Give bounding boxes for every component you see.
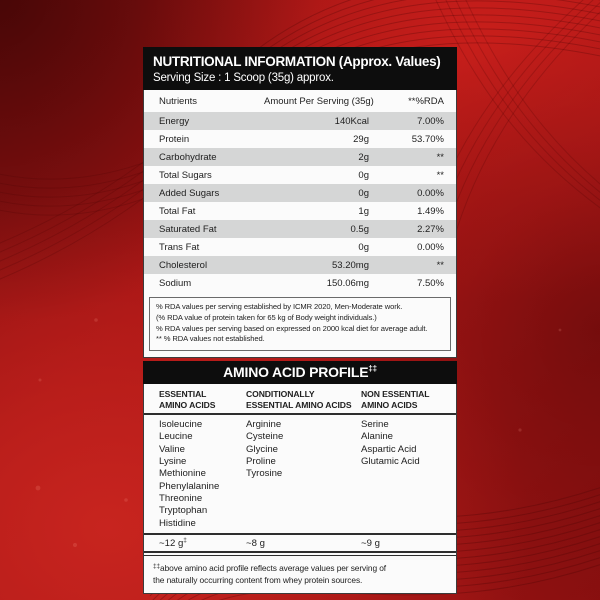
amino-profile-header xyxy=(143,361,457,384)
footnote-line: % RDA values per serving based on expressed on 2000 kcal diet for average adult. xyxy=(156,323,428,333)
amino-totals-row xyxy=(144,533,456,553)
nutrition-table-header xyxy=(144,90,456,112)
amino-col-nonessential-header: NON ESSENTIAL AMINO ACIDS xyxy=(361,389,430,410)
column-header-rda: **%RDA xyxy=(408,95,444,107)
nutrition-table xyxy=(143,90,457,358)
amino-col-nonessential xyxy=(361,419,456,530)
table-row: Trans Fat 0g 0.00% xyxy=(159,241,444,253)
amino-col-essential xyxy=(144,419,246,530)
amino-acid-item: Histidine xyxy=(159,517,196,529)
table-row: Protein 29g 53.70% xyxy=(159,133,444,145)
amino-acid-item: Proline xyxy=(246,456,276,468)
table-row: Sodium 150.06mg 7.50% xyxy=(159,277,444,289)
amino-total-conditional: ~8 g xyxy=(246,537,265,549)
amino-col-conditional xyxy=(246,419,361,530)
footnote-line: % RDA values per serving established by ICMR 2020, Men-Moderate work. xyxy=(156,302,403,311)
amino-acid-item: Glutamic Acid xyxy=(361,456,420,468)
amino-acid-item: Tryptophan xyxy=(159,505,208,517)
amino-profile-panel xyxy=(143,384,457,594)
amino-col-essential-header: ESSENTIAL AMINO ACIDS xyxy=(159,389,216,410)
amino-col-conditional-header: CONDITIONALLY ESSENTIAL AMINO ACIDS xyxy=(246,389,352,410)
rda-footnotes xyxy=(149,297,451,351)
amino-title-mark: ‡‡ xyxy=(368,364,377,374)
serving-size: Serving Size : 1 Scoop (35g) approx. xyxy=(153,72,334,84)
amino-total-mark: ‡ xyxy=(183,536,187,544)
column-header-nutrients: Nutrients xyxy=(159,95,198,107)
nutrition-header xyxy=(143,47,457,90)
amino-acid-item: Alanine xyxy=(361,431,394,443)
amino-acid-item: Tyrosine xyxy=(246,468,283,480)
table-row: Energy 140Kcal 7.00% xyxy=(144,112,456,130)
table-row: Total Sugars 0g ** xyxy=(159,169,444,181)
amino-acid-item: Lysine xyxy=(159,456,187,468)
amino-acid-item: Isoleucine xyxy=(159,419,203,431)
table-row: Cholesterol 53.20mg ** xyxy=(144,256,456,274)
amino-acid-item: Leucine xyxy=(159,431,193,443)
amino-acid-item: Phenylalanine xyxy=(159,480,220,492)
table-row: Saturated Fat 0.5g 2.27% xyxy=(144,220,456,238)
footnote-line: ** % RDA values not established. xyxy=(156,334,265,344)
amino-acid-item: Threonine xyxy=(159,492,203,504)
amino-column-headers xyxy=(144,384,456,415)
footnote-line: (% RDA value of protein taken for 65 kg of Body weight individuals.) xyxy=(156,312,377,322)
amino-acid-item: Methionine xyxy=(159,468,206,480)
table-row: Carbohydrate 2g ** xyxy=(144,148,456,166)
nutrition-table-body xyxy=(144,112,456,292)
amino-footnote: ‡‡above amino acid profile reflects average values per serving of the naturally occurring content from whey protein sources. xyxy=(144,555,456,593)
amino-lists xyxy=(144,415,456,533)
amino-acid-item: Valine xyxy=(159,443,185,455)
nutrition-label xyxy=(143,47,457,594)
amino-acid-item: Glycine xyxy=(246,443,278,455)
amino-acid-item: Aspartic Acid xyxy=(361,443,417,455)
table-row: Total Fat 1g 1.49% xyxy=(159,205,444,217)
amino-profile-title: AMINO ACID PROFILE xyxy=(223,364,369,381)
nutrition-title: NUTRITIONAL INFORMATION (Approx. Values) xyxy=(153,54,441,69)
amino-total-essential: ~12 g‡ xyxy=(159,536,187,549)
amino-acid-item: Arginine xyxy=(246,419,282,431)
amino-acid-item: Cysteine xyxy=(246,431,284,443)
column-header-amount: Amount Per Serving (35g) xyxy=(264,95,374,107)
table-row: Added Sugars 0g 0.00% xyxy=(144,184,456,202)
amino-acid-item: Serine xyxy=(361,419,389,431)
amino-total-nonessential: ~9 g xyxy=(361,537,380,549)
amino-footnote-mark: ‡‡ xyxy=(153,562,161,570)
